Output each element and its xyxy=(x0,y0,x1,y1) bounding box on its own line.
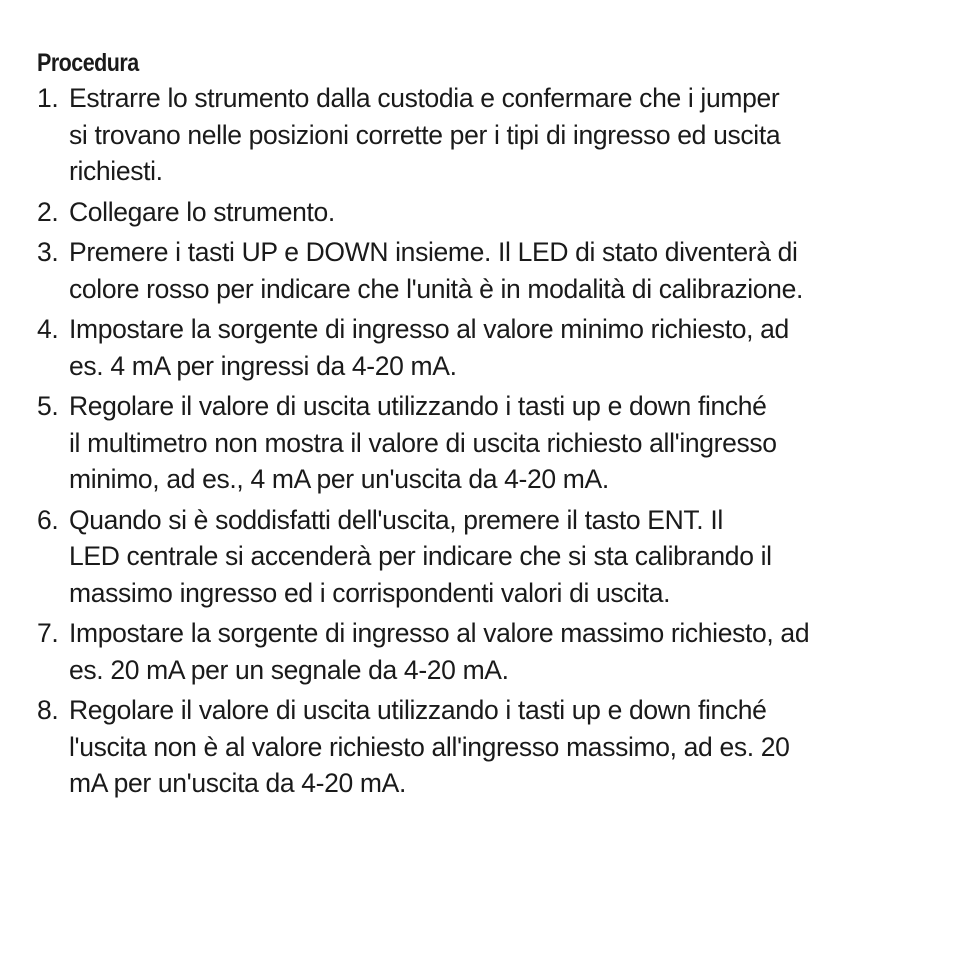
step-text: Quando si è soddisfatti dell'uscita, premere il tasto ENT. Il LED centrale si accenderà per indicare che si sta calibrando il massimo ingresso ed i corrispondenti valori di uscita. xyxy=(69,504,772,608)
procedure-step-8 xyxy=(37,692,927,802)
procedure-step-3 xyxy=(37,234,927,307)
step-text: Collegare lo strumento. xyxy=(69,196,335,227)
step-number: 5. xyxy=(37,391,59,421)
procedure-step-7 xyxy=(37,615,927,688)
document-page xyxy=(37,44,927,806)
step-text: Regolare il valore di uscita utilizzando i tasti up e down finché l'uscita non è al valore richiesto all'ingresso massimo, ad es. 20 mA per un'uscita da 4-20 mA. xyxy=(69,695,790,798)
step-number: 2. xyxy=(37,196,59,227)
procedure-step-4 xyxy=(37,311,927,384)
step-number: 7. xyxy=(37,618,59,648)
step-text: Impostare la sorgente di ingresso al valore massimo richiesto, ad es. 20 mA per un segnale da 4-20 mA. xyxy=(69,618,810,685)
step-number: 1. xyxy=(37,83,59,113)
step-number: 6. xyxy=(37,504,59,535)
section-heading: Procedura xyxy=(37,49,139,77)
procedure-step-2 xyxy=(37,194,927,231)
step-text: Impostare la sorgente di ingresso al valore minimo richiesto, ad es. 4 mA per ingressi da 4-20 mA. xyxy=(69,314,789,381)
procedure-steps xyxy=(37,80,927,802)
step-number: 3. xyxy=(37,237,59,267)
step-text: Estrarre lo strumento dalla custodia e confermare che i jumper si trovano nelle posizioni corrette per i tipi di ingresso ed uscita richiesti. xyxy=(69,83,781,186)
step-number: 4. xyxy=(37,314,59,344)
procedure-step-1 xyxy=(37,80,927,190)
step-number: 8. xyxy=(37,695,59,725)
procedure-step-6 xyxy=(37,502,927,612)
procedure-step-5 xyxy=(37,388,927,498)
step-text: Regolare il valore di uscita utilizzando i tasti up e down finché il multimetro non mostra il valore di uscita richiesto all'ingresso minimo, ad es., 4 mA per un'uscita da 4-20 mA. xyxy=(69,391,777,494)
step-text: Premere i tasti UP e DOWN insieme. Il LED di stato diventerà di colore rosso per indicare che l'unità è in modalità di calibrazione. xyxy=(69,237,803,304)
